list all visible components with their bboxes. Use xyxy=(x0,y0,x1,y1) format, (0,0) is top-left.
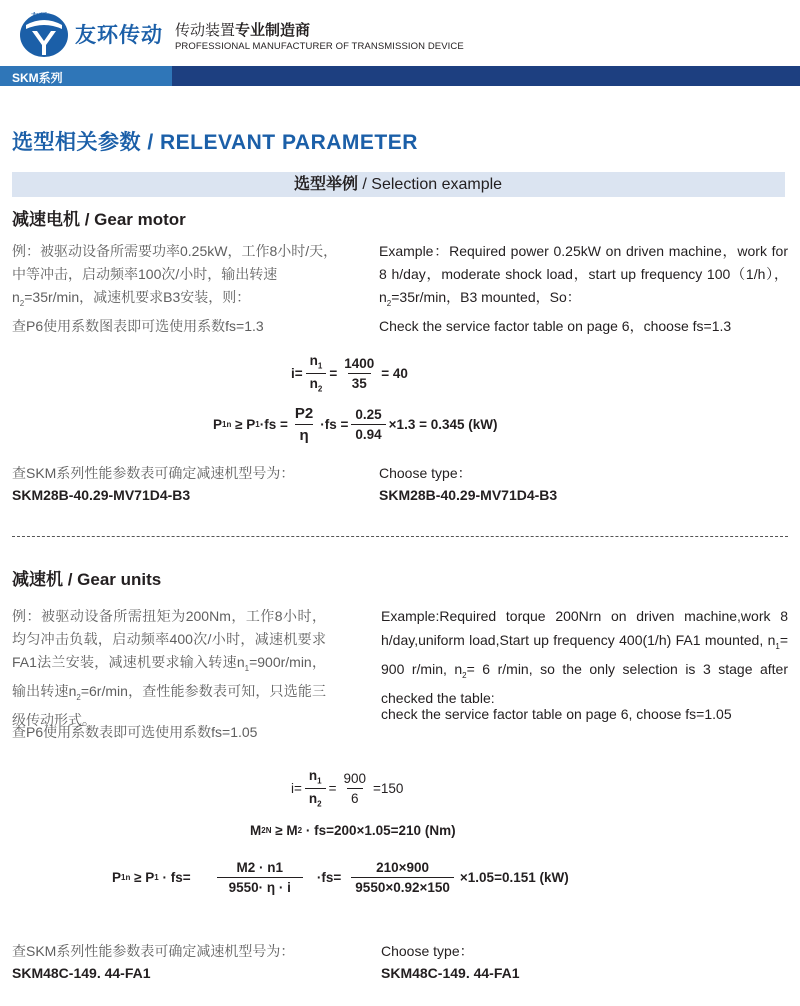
section-title: 选型相关参数 / RELEVANT PARAMETER xyxy=(12,131,418,154)
gear-units-power-formula: P 1n ≥ P 1 · fs= $\frac{M2 \cdot n1}{9550\cdot \eta \cdot i}$ ·fs= $\frac{210\times 900}{9550\times 0.92\times 150}$ ×1.05=0.151 (kW) xyxy=(112,860,569,895)
gear-motor-cn-paragraph: 例：被驱动设备所需要功率0.25kW，工作8小时/天，中等冲击，启动频率100次/小时，输出转速$n_2=35r/\min$，减速机要求B3安装，则： xyxy=(12,243,338,308)
section-divider xyxy=(12,536,788,537)
gear-motor-cn-type: 查SKM系列性能参数表可确定减速机型号为： xyxy=(12,465,295,481)
gear-units-cn-paragraph: 例：被驱动设备所需扭矩为200Nm，工作8小时，均匀冲击负载，启动频率400次/小时，减速机要求FA1法兰安装，减速机要求输入转速$n_1=900r/\min$，输出转速$n_2=6r/\min$，查性能参数表可知，只选能三级传动形式。 xyxy=(12,608,326,728)
gear-motor-heading: 减速电机 / Gear motor xyxy=(12,210,186,229)
header-rule xyxy=(172,66,800,86)
gear-motor-en-check: Check the service factor table on page 6，choose fs=1.3 xyxy=(379,318,732,334)
tagline-en: PROFESSIONAL MANUFACTURER OF TRANSMISSION DEVICE xyxy=(175,41,464,52)
gear-motor-model-cn: SKM28B-40.29-MV71D4-B3 xyxy=(12,487,191,503)
gear-units-en-type: Choose type： xyxy=(381,943,474,959)
gear-units-cn-type: 查SKM系列性能参数表可确定减速机型号为： xyxy=(12,943,295,959)
gear-motor-power-formula: P 1n ≥ P 1 ·fs = $\frac{P2}{\eta}$ ·fs = $\frac{0.25}{0.94}$ ×1.3 = 0.345 (kW) xyxy=(213,405,498,444)
gear-motor-model-en: SKM28B-40.29-MV71D4-B3 xyxy=(379,487,558,503)
gear-units-en-paragraph: Example:Required torque 200Nrn on driven machine,work 8 h/day,uniform load,Start up frequency 400(1/h) FA1 mounted, $n_1= 900$ r/min, $n_2= 6$ r/min, so the only selection is 3 stage after checked the table: xyxy=(381,608,788,707)
tagline-cn: 传动装置专业制造商 xyxy=(175,22,311,39)
gear-motor-cn-check: 查P6使用系数图表即可选使用系数fs=1.3 xyxy=(12,318,264,334)
logo-text: 友环 xyxy=(31,12,47,21)
gear-units-model-cn: SKM48C-149. 44-FA1 xyxy=(12,965,151,981)
gear-units-heading: 减速机 / Gear units xyxy=(12,570,162,589)
gear-units-ratio-formula: i= $\frac{n_1}{n_2}$ = $\frac{900}{6}$ =150 xyxy=(291,768,404,809)
gear-motor-en-paragraph: Example：Required power 0.25kW on driven machine，work for 8 h/day，moderate shock load，start up frequency 100（1/h），$n_2=35r/\min$，B3 mounted，So： xyxy=(379,243,788,308)
brand-name: 友环传动 xyxy=(75,24,163,47)
gear-units-cn-check: 查P6使用系数表即可选使用系数fs=1.05 xyxy=(12,724,258,740)
gear-motor-en-type: Choose type： xyxy=(379,465,472,481)
selection-example-title: 选型举例 / Selection example xyxy=(293,176,503,193)
gear-units-torque-formula: M 2N ≥ M 2 · fs=200×1.05=210 (Nm) xyxy=(250,823,456,838)
series-label: SKM系列 xyxy=(12,71,63,85)
gear-units-model-en: SKM48C-149. 44-FA1 xyxy=(381,965,520,981)
gear-motor-ratio-formula: i= $\frac{n_1}{n_2}$ = $\frac{1400}{35}$ = 40 xyxy=(291,353,408,394)
gear-units-en-check: check the service factor table on page 6, choose fs=1.05 xyxy=(381,706,732,722)
